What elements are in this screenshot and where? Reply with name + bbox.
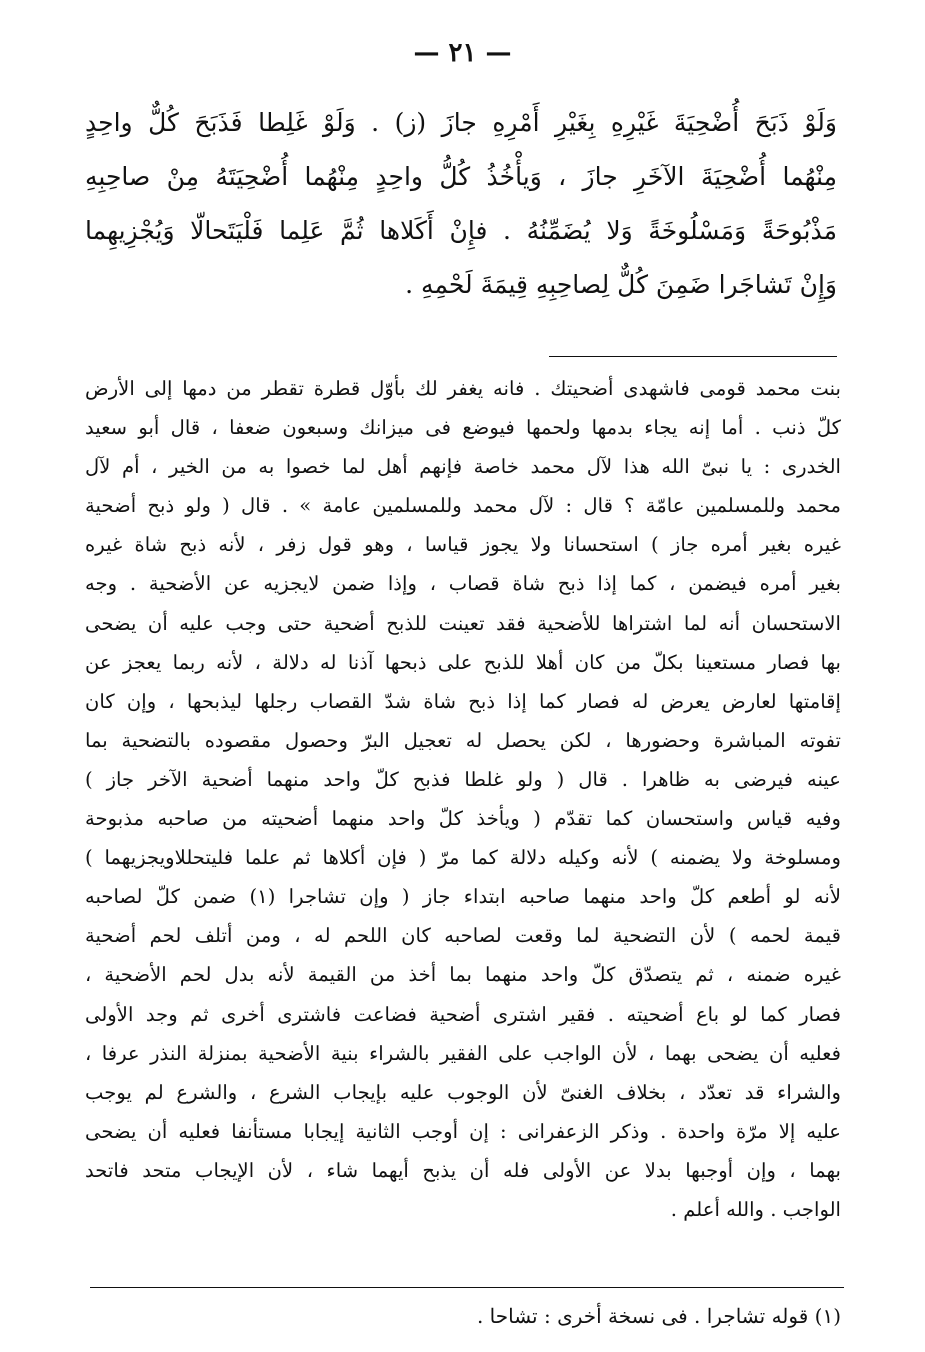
commentary-line: ومسلوخة ولا يضمنه ) لأنه وكيله دلالة كما مرّ ( فإن أكلاها ثم علما فليتحللاويجزيهما )	[85, 846, 841, 870]
commentary-line: تفوته المباشرة وحضورها ، لكن يحصل له تعجيل البرّ وحصول مقصوده بالتضحية بما	[85, 728, 841, 752]
commentary-line: قيمة لحمه ) لأن التضحية لما وقعت لصاحبه كان اللحم له ، ومن أتلف لحم أضحية	[85, 924, 841, 948]
commentary-line: فصار كما لو باع أضحيته . فقير اشترى أضحية فضاعت فاشترى أخرى ثم وجد الأولى	[85, 1002, 841, 1026]
main-text	[85, 96, 837, 312]
footnote-separator	[90, 1287, 844, 1288]
commentary-line: الواجب . والله أعلم .	[670, 1197, 841, 1221]
page-number: — ٢١ —	[413, 38, 512, 68]
commentary-line: كلّ ذنب . أما إنه يجاء بدمها ولحمها فيوضع فى ميزانك وسبعون ضعفا ، قال أبو سعيد	[85, 416, 841, 440]
commentary-line: بنت محمد قومى فاشهدى أضحيتك . فانه يغفر لك بأوّل قطرة تقطر من دمها إلى الأرض	[85, 377, 841, 400]
commentary-line: غيره بغير أمره جاز ) استحسانا ولا يجوز قياسا ، وهو قول زفر ، لأنه ذبح شاة غيره	[85, 533, 841, 557]
main-text-line: مِنْهُما أُضْحِيَةَ الآخَرِ جازَ ، وَيأْخُذُ كُلُّ واحِدٍ مِنْهُما أُضْحِيَتَهُ مِنْ صاحِبِهِ	[85, 162, 837, 191]
commentary-line: بهما ، وإن أوجبها بدلا عن الأولى فله أن يذبح أيهما شاء ، لأن الإيجاب متحد فاتحد	[85, 1158, 841, 1182]
commentary-separator	[549, 356, 837, 357]
main-text-line: وَلَوْ ذَبَحَ أُضْحِيَةَ غَيْرِهِ بِغَيْرِ أَمْرِهِ جازَ (ز) . وَلَوْ غَلِطا فَذَبَحَ كُلٌّ واحِدٍ	[85, 108, 837, 137]
commentary-line: بغير أمره فيضمن ، كما إذا ذبح شاة قصاب ، وإذا ضمن لايجزيه عن الأضحية . وجه	[85, 572, 841, 596]
commentary-line: فعليه أن يضحى بهما ، لأن الواجب على الفقير بالشراء بنية الأضحية بمنزلة النذر عرفا ،	[85, 1041, 841, 1065]
commentary-line: عليه إلا مرّة واحدة . وذكر الزعفرانى : إن أوجب الثانية إيجابا مستأنفا فعليه أن يضحى	[85, 1119, 841, 1143]
commentary-text	[85, 369, 841, 1229]
commentary-line: عينه فيرضى به ظاهرا . قال ( ولو غلطا فذبح كلّ واحد منهما أضحية الآخر جاز )	[85, 767, 841, 791]
commentary-line: محمد وللمسلمين عامّة ؟ قال : لآل محمد وللمسلمين عامة » . قال ( ولو ذبح أضحية	[85, 494, 841, 518]
commentary-line: وفيه قياس واستحسان كما تقدّم ( ويأخذ كلّ واحد منهما أضحيته من صاحبه مذبوحة	[85, 807, 841, 831]
commentary-line: الخدرى : يا نبىّ الله هذا لآل محمد خاصة فإنهم أهل لما خصوا به من الخير ، أم لآل	[85, 455, 841, 479]
main-text-line: مَذْبُوحَةً وَمَسْلُوخَةً وَلا يُضَمِّنُهُ . فإِنْ أَكَلاها ثُمَّ عَلِما فَلْيَتَحالّا وَيُجْزِيهِما	[85, 216, 837, 245]
commentary-line: لأنه لو أطعم كلّ واحد منهما صاحبه ابتداء جاز ( وإن تشاجرا (١) ضمن كلّ لصاحبه	[85, 885, 841, 909]
commentary-line: إقامتها لعارض يعرض له فصار كما إذا ذبح شاة شدّ القصاب رجلها ليذبحها ، وإن كان	[85, 689, 841, 713]
commentary-line: بها فصار مستعينا بكلّ من كان أهلا للذبح على ذبحها آذنا له دلالة ، لأنه ربما يعجز عن	[85, 650, 841, 674]
commentary-line: والشراء قد تعدّد ، بخلاف الغنىّ لأن الوجوب عليه بإيجاب الشرع ، والشرع لم يوجب	[85, 1080, 841, 1104]
footnote: (١) قوله تشاجرا . فى نسخة أخرى : تشاحا .	[476, 1304, 841, 1328]
commentary-line: غيره ضمنه ، ثم يتصدّق كلّ واحد منهما بما أخذ من القيمة لأنه بدل لحم الأضحية ،	[85, 963, 841, 987]
commentary-line: الاستحسان أنه لما اشتراها للأضحية فقد تعينت للذبح أضحية حتى وجب عليه أن يضحى	[85, 611, 841, 635]
main-text-line: وَإِنْ تَشاجَرا ضَمِنَ كُلٌّ لِصاحِبِهِ قِيمَةَ لَحْمِهِ .	[405, 270, 837, 299]
